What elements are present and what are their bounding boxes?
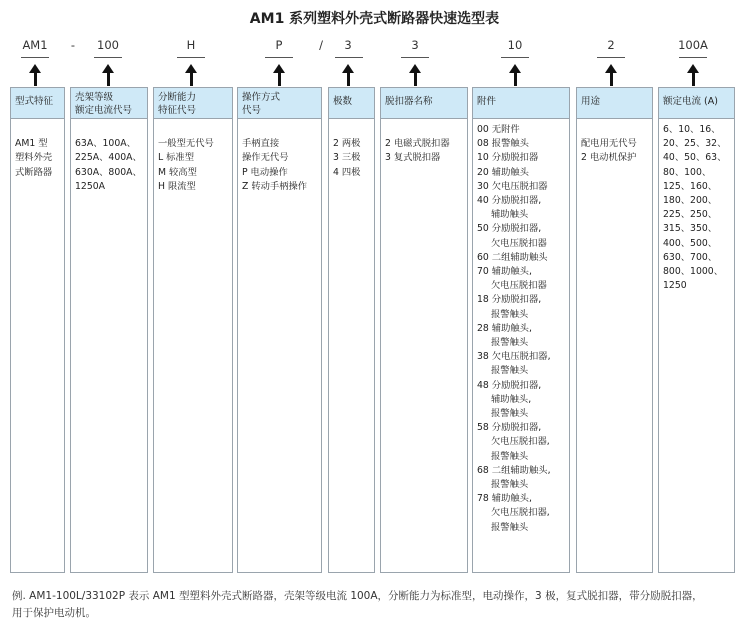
list-item: 60 二组辅助触头: [477, 251, 548, 263]
code-underline: [335, 57, 363, 58]
list-item: 30 欠电压脱扣器: [477, 180, 548, 192]
example-line: 例. AM1-100L/33102P 表示 AM1 型塑料外壳式断路器，壳架等级电流 100A，分断能力为标准型，电动操作，3 极，复式脱扣器，带分励脱扣器，: [12, 590, 703, 602]
list-item: 125、160、: [663, 180, 718, 192]
list-item: 630、700、: [663, 251, 718, 263]
code-underline: [94, 57, 122, 58]
list-item: 48 分励脱扣器,: [477, 379, 542, 391]
column-usage: [576, 87, 653, 573]
list-item: 180、200、: [663, 195, 718, 207]
code-breaking: H: [186, 38, 196, 52]
code-underline: [21, 57, 49, 58]
column-body: 配电用无代号 2 电动机保护: [581, 138, 637, 164]
code-underline: [501, 57, 529, 58]
column-accessory: [472, 87, 570, 573]
list-item: 40 分励脱扣器,: [477, 195, 542, 207]
list-item: 报警触头: [491, 521, 529, 533]
list-item: 400、500、: [663, 237, 718, 249]
page-title: AM1 系列塑料外壳式断路器快速选型表: [249, 11, 500, 27]
list-item: 70 辅助触头,: [477, 266, 532, 278]
column-body: AM1 型 塑料外壳 式断路器: [15, 138, 53, 178]
column-body: 一般型无代号 L 标准型 M 较高型 H 限流型: [158, 138, 214, 192]
list-item: 辅助触头,: [491, 393, 532, 405]
list-item: 50 分励脱扣器,: [477, 223, 542, 235]
list-item: 报警触头: [491, 450, 529, 462]
list-item: 欠电压脱扣器: [491, 280, 547, 292]
list-item: 225、250、: [663, 209, 718, 221]
list-item: 欠电压脱扣器: [491, 237, 547, 249]
list-item: 40、50、63、: [663, 152, 727, 164]
list-item: 报警触头: [491, 337, 529, 349]
column-frame: [70, 87, 148, 573]
code-underline: [597, 57, 625, 58]
list-item: 欠电压脱扣器,: [491, 507, 550, 519]
column-header: 附件: [473, 88, 569, 119]
column-body: 2 电磁式脱扣器 3 复式脱扣器: [385, 138, 450, 164]
list-item: 1250: [663, 280, 687, 292]
column-release: [380, 87, 468, 573]
code-accessory: 10: [507, 38, 523, 52]
list-item: 10 分励脱扣器: [477, 152, 539, 164]
column-body: 2 两极 3 三极 4 四极: [333, 138, 361, 178]
code-underline: [177, 57, 205, 58]
column-poles: [328, 87, 375, 573]
column-header: 分断能力 特征代号: [154, 88, 232, 119]
column-body: [473, 119, 569, 535]
list-item: 报警触头: [491, 479, 529, 491]
code-underline: [401, 57, 429, 58]
list-item: 18 分励脱扣器,: [477, 294, 542, 306]
column-model: [10, 87, 65, 573]
list-item: 68 二组辅助触头,: [477, 464, 551, 476]
list-item: 6、10、16、: [663, 124, 721, 135]
code-usage: 2: [607, 38, 615, 52]
list-item: 800、1000、: [663, 266, 723, 278]
code-dash: -: [70, 38, 76, 52]
column-header: 极数: [329, 88, 374, 119]
column-body: [659, 119, 734, 293]
column-body: 手柄直接 操作无代号 P 电动操作 Z 转动手柄操作: [242, 138, 308, 192]
column-breaking: [153, 87, 233, 573]
list-item: 欠电压脱扣器,: [491, 436, 550, 448]
list-item: 20、25、32、: [663, 138, 727, 150]
list-item: 20 辅助触头: [477, 166, 529, 178]
code-release: 3: [411, 38, 419, 52]
code-operation: P: [275, 38, 283, 52]
column-body: 63A、100A、 225A、400A、 630A、800A、 1250A: [75, 138, 142, 192]
list-item: 08 报警触头: [477, 138, 529, 150]
column-header: 脱扣器名称: [381, 88, 467, 119]
code-poles: 3: [344, 38, 352, 52]
list-item: 报警触头: [491, 408, 529, 420]
list-item: 80、100、: [663, 166, 712, 178]
list-item: 辅助触头: [491, 209, 529, 221]
code-current: 100A: [678, 38, 708, 52]
code-underline: [679, 57, 707, 58]
example-note: [12, 588, 740, 622]
code-underline: [265, 57, 293, 58]
column-header: 用途: [577, 88, 652, 119]
list-item: 38 欠电压脱扣器,: [477, 351, 551, 363]
column-current: [658, 87, 735, 573]
code-frame: 100: [97, 38, 119, 52]
column-operation: [237, 87, 322, 573]
list-item: 报警触头: [491, 365, 529, 377]
column-header: 型式特征: [11, 88, 64, 119]
code-model: AM1: [22, 38, 48, 52]
list-item: 315、350、: [663, 223, 718, 235]
list-item: 报警触头: [491, 308, 529, 320]
list-item: 28 辅助触头,: [477, 322, 532, 334]
example-line: 用于保护电动机。: [12, 607, 96, 619]
list-item: 00 无附件: [477, 124, 520, 135]
code-slash: /: [319, 38, 323, 52]
column-header: 壳架等级 额定电流代号: [71, 88, 147, 119]
list-item: 78 辅助触头,: [477, 493, 532, 505]
column-header: 额定电流 (A): [659, 88, 734, 119]
column-header: 操作方式 代号: [238, 88, 321, 119]
list-item: 58 分励脱扣器,: [477, 422, 542, 434]
